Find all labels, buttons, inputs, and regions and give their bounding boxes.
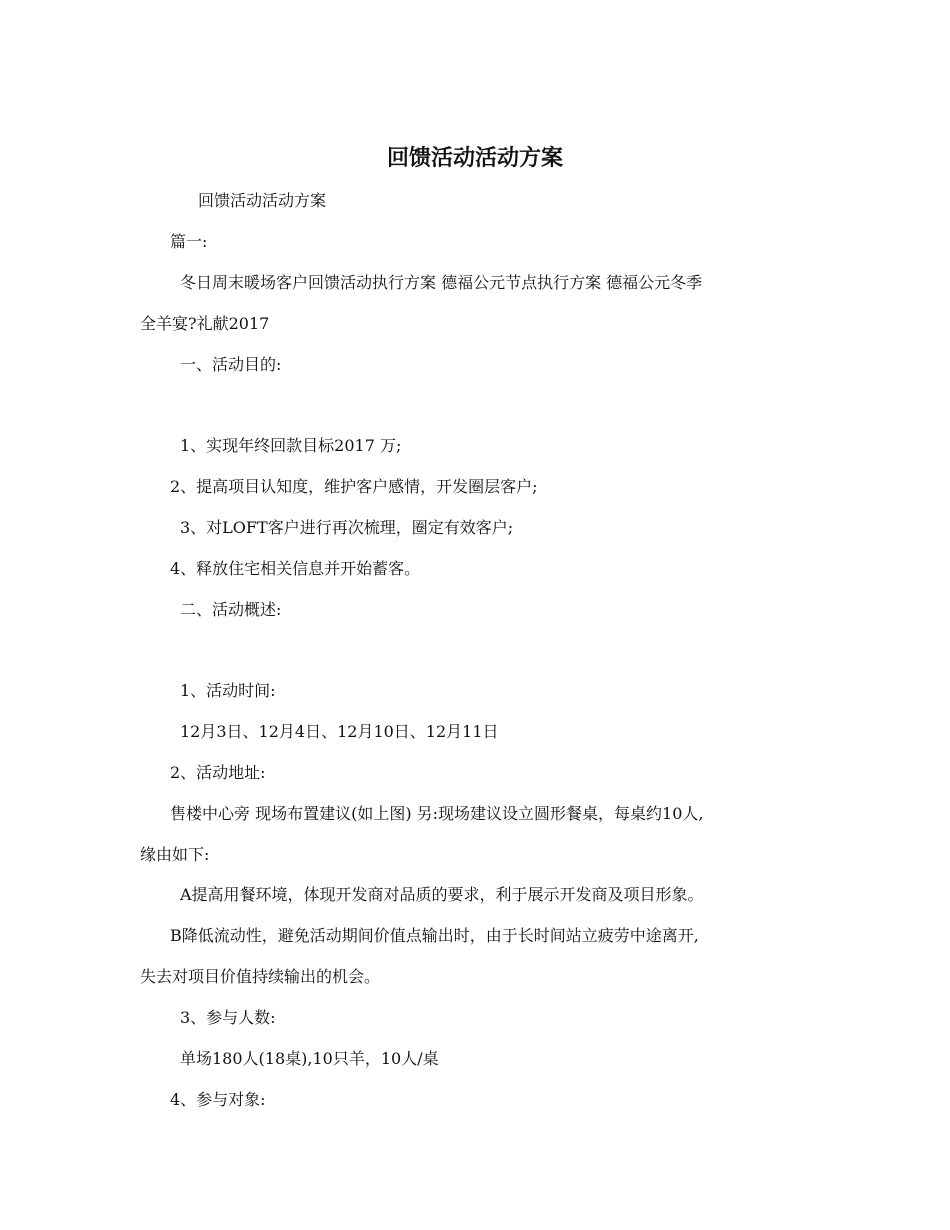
list-item: 1、实现年终回款目标2017 万;: [180, 436, 402, 455]
document-title: 回馈活动活动方案: [386, 145, 563, 171]
paragraph-line: 冬日周末暖场客户回馈活动执行方案 德福公元节点执行方案 德福公元冬季: [180, 273, 703, 292]
paragraph-line: 缘由如下:: [140, 845, 210, 864]
heading-overview: 二、活动概述:: [180, 600, 282, 619]
paragraph-line: B降低流动性，避免活动期间价值点输出时，由于长时间站立疲劳中途离开,: [170, 926, 699, 945]
list-item: 4、释放住宅相关信息并开始蓄客。: [170, 559, 421, 578]
paragraph-line: 失去对项目价值持续输出的机会。: [140, 967, 381, 986]
list-item: 3、对LOFT客户进行再次梳理，圈定有效客户;: [180, 518, 514, 537]
list-item: 4、参与对象:: [170, 1090, 266, 1109]
paragraph-line: 单场180人(18桌),10只羊，10人/桌: [180, 1049, 439, 1068]
heading-purpose: 一、活动目的:: [180, 355, 282, 374]
paragraph-line: A提高用餐环境，体现开发商对品质的要求，利于展示开发商及项目形象。: [180, 885, 704, 904]
section-label: 篇一:: [170, 232, 208, 251]
list-item: 3、参与人数:: [180, 1008, 276, 1027]
list-item: 1、活动时间:: [180, 681, 276, 700]
subtitle-line: 回馈活动活动方案: [198, 191, 327, 210]
paragraph-line: 全羊宴?礼献2017: [140, 314, 270, 333]
paragraph-line: 售楼中心旁 现场布置建议(如上图) 另:现场建议设立圆形餐桌，每桌约10人,: [170, 804, 704, 823]
dates-line: 12月3日、12月4日、12月10日、12月11日: [180, 722, 499, 741]
list-item: 2、活动地址:: [170, 763, 266, 782]
list-item: 2、提高项目认知度，维护客户感情，开发圈层客户;: [170, 477, 538, 496]
